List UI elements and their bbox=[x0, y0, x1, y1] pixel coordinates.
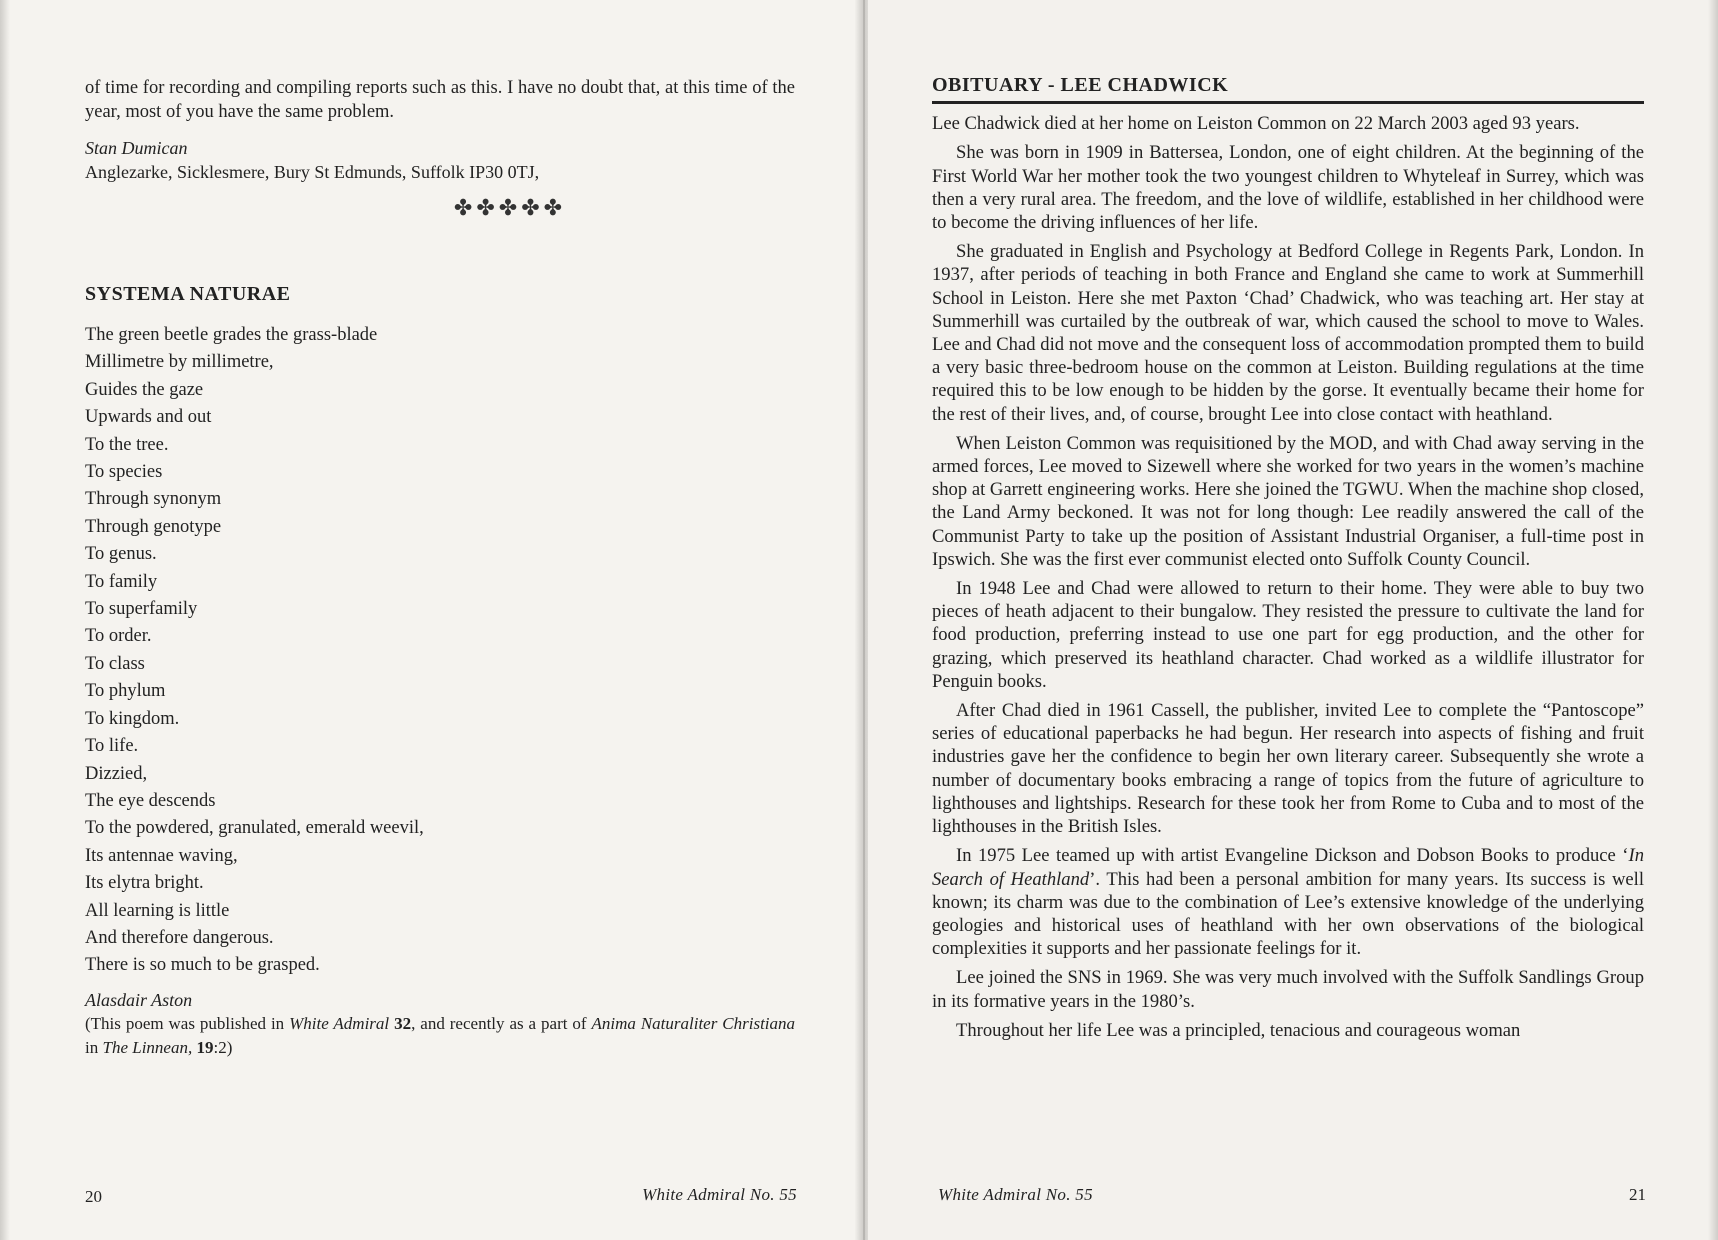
page-edge-shadow bbox=[0, 0, 10, 1240]
note-volume: 32 bbox=[389, 1013, 412, 1033]
article-paragraph: She was born in 1909 in Battersea, London, one of eight children. At the beginning of the First World War her mother took the two youngest children to Whyteleaf in Surrey, which was then a very rural area. The freedom, and the love of wildlife, established in her childhood were to become the driving influences of her life. bbox=[932, 142, 1644, 234]
note-text: :2) bbox=[213, 1037, 233, 1057]
section-separator: ✤✤✤✤✤ bbox=[453, 195, 567, 220]
note-volume: 19 bbox=[192, 1037, 214, 1057]
author-address: Anglezarke, Sicklesmere, Bury St Edmunds, Suffolk IP30 0TJ, bbox=[85, 162, 540, 182]
running-footer: White Admiral No. 55 bbox=[642, 1185, 797, 1204]
note-text: (This poem was published in bbox=[85, 1013, 290, 1033]
publication-note bbox=[85, 1012, 795, 1060]
page-edge-shadow bbox=[1708, 0, 1718, 1240]
poem-line: To order. bbox=[85, 626, 152, 647]
poem-line: To the powdered, granulated, emerald weevil, bbox=[85, 818, 424, 839]
poem-line: All learning is little bbox=[85, 900, 230, 921]
poem-line: To genus. bbox=[85, 544, 157, 565]
article-paragraph: After Chad died in 1961 Cassell, the publisher, invited Lee to complete the “Pantoscope” series of educational paperbacks he had begun. Her research into aspects of fishing and fruit industries gave her the confidence to begin her own literary career. Subsequently she wrote a number of documentary books embracing a range of topics from the future of agriculture to lighthouses and lightships. Research for these took her from Rome to Cuba and to most of the lighthouses in the British Isles. bbox=[932, 700, 1644, 838]
poem-line: There is so much to be grasped. bbox=[85, 955, 320, 976]
poem-line: Dizzied, bbox=[85, 763, 148, 784]
poem-line: Through genotype bbox=[85, 516, 222, 537]
right-page-content bbox=[932, 74, 1644, 1048]
poem-line: Through synonym bbox=[85, 489, 222, 510]
poem-author: Alasdair Aston bbox=[85, 989, 193, 1010]
paragraph-text: ’. This had been a personal ambition for many years. Its success is well known; its charm was due to the combination of Lee’s extensive knowledge of the underlying geologies and historical uses of heathland with her own observations of the biological complexities it supports and her passionate feelings for it. bbox=[932, 868, 1644, 960]
poem-line: To species bbox=[85, 462, 163, 483]
poem-line: And therefore dangerous. bbox=[85, 927, 274, 948]
note-text: in bbox=[85, 1037, 103, 1057]
page-number: 21 bbox=[1629, 1185, 1646, 1204]
poem-line: To the tree. bbox=[85, 434, 169, 455]
left-page-content bbox=[85, 76, 795, 1060]
article-title: OBITUARY - LEE CHADWICK bbox=[932, 74, 1644, 104]
page-number: 20 bbox=[85, 1187, 102, 1206]
poem-line: To superfamily bbox=[85, 599, 198, 620]
poem-line: Millimetre by millimetre, bbox=[85, 352, 274, 373]
poem-line: To family bbox=[85, 571, 158, 592]
poem-body bbox=[85, 322, 795, 980]
article-paragraph: Throughout her life Lee was a principled, tenacious and courageous woman bbox=[956, 1019, 1521, 1041]
poem-line: The eye descends bbox=[85, 790, 216, 811]
poem-line: The green beetle grades the grass-blade bbox=[85, 325, 378, 345]
poem-line: To kingdom. bbox=[85, 708, 180, 729]
poem-title: SYSTEMA NATURAE bbox=[85, 283, 291, 305]
poem-line: To phylum bbox=[85, 681, 166, 702]
article-paragraph: She graduated in English and Psychology at Bedford College in Regents Park, London. In 1937, after periods of teaching in both France and England she came to work at Summerhill School in Leiston. Here she met Paxton ‘Chad’ Chadwick, who was teaching art. Her stay at Summerhill was curtailed by the outbreak of war, which caused the school to move to Wales. Lee and Chad did not move and the consequent loss of accommodation prompted them to build a very basic three-bedroom house on the common at Leiston. Building regulations at the time required this to be low enough to be hidden by the gorse. It eventually became their home for the rest of their lives, and, of course, brought Lee into close contact with heathland. bbox=[932, 241, 1644, 425]
article-paragraph: In 1948 Lee and Chad were allowed to return to their home. They were able to buy two pieces of heath adjacent to their bungalow. They resisted the pressure to cultivate the land for food production, preferring instead to use one part for egg production, and the other for grazing, which preserved its heathland character. Chad worked as a wildlife illustrator for Penguin books. bbox=[932, 578, 1644, 692]
report-author: Stan Dumican bbox=[85, 138, 188, 158]
poem-line: To life. bbox=[85, 736, 139, 757]
note-text: , and recently as a part of bbox=[411, 1013, 592, 1033]
poem-line: Its antennae waving, bbox=[85, 845, 238, 866]
running-footer: White Admiral No. 55 bbox=[938, 1185, 1093, 1204]
poem-line: Upwards and out bbox=[85, 407, 212, 428]
poem-line: To class bbox=[85, 653, 145, 674]
intro-paragraph: of time for recording and compiling reports such as this. I have no doubt that, at this time of the year, most of you have the same problem. bbox=[85, 78, 795, 122]
article-paragraph: When Leiston Common was requisitioned by the MOD, and with Chad away serving in the armed forces, Lee moved to Sizewell where she worked for two years in the women’s machine shop at Garrett engineering works. Here she joined the TGWU. When the machine shop closed, the Land Army beckoned. It was not for long though: Lee readily answered the call of the Communist Party to take up the position of Assistant Industrial Organiser, a full-time post in Ipswich. She was the first ever communist elected onto Suffolk County Council. bbox=[932, 432, 1644, 570]
paragraph-text: In 1975 Lee teamed up with artist Evangeline Dickson and Dobson Books to produce ‘ bbox=[956, 845, 1629, 867]
article-paragraph: Lee joined the SNS in 1969. She was very much involved with the Suffolk Sandlings Group in its formative years in the 1980’s. bbox=[932, 967, 1644, 1012]
right-page bbox=[868, 0, 1718, 1240]
article-paragraph: Lee Chadwick died at her home on Leiston Common on 22 March 2003 aged 93 years. bbox=[932, 113, 1580, 135]
note-journal-title: The Linnean, bbox=[102, 1037, 193, 1057]
article-paragraph bbox=[932, 844, 1644, 960]
book-title: In Search of Heathland bbox=[932, 845, 1644, 890]
poem-line: Its elytra bright. bbox=[85, 873, 204, 894]
note-work-title: Anima Naturaliter Christiana bbox=[591, 1013, 796, 1033]
note-journal-title: White Admiral bbox=[289, 1013, 390, 1033]
poem-line: Guides the gaze bbox=[85, 379, 204, 400]
